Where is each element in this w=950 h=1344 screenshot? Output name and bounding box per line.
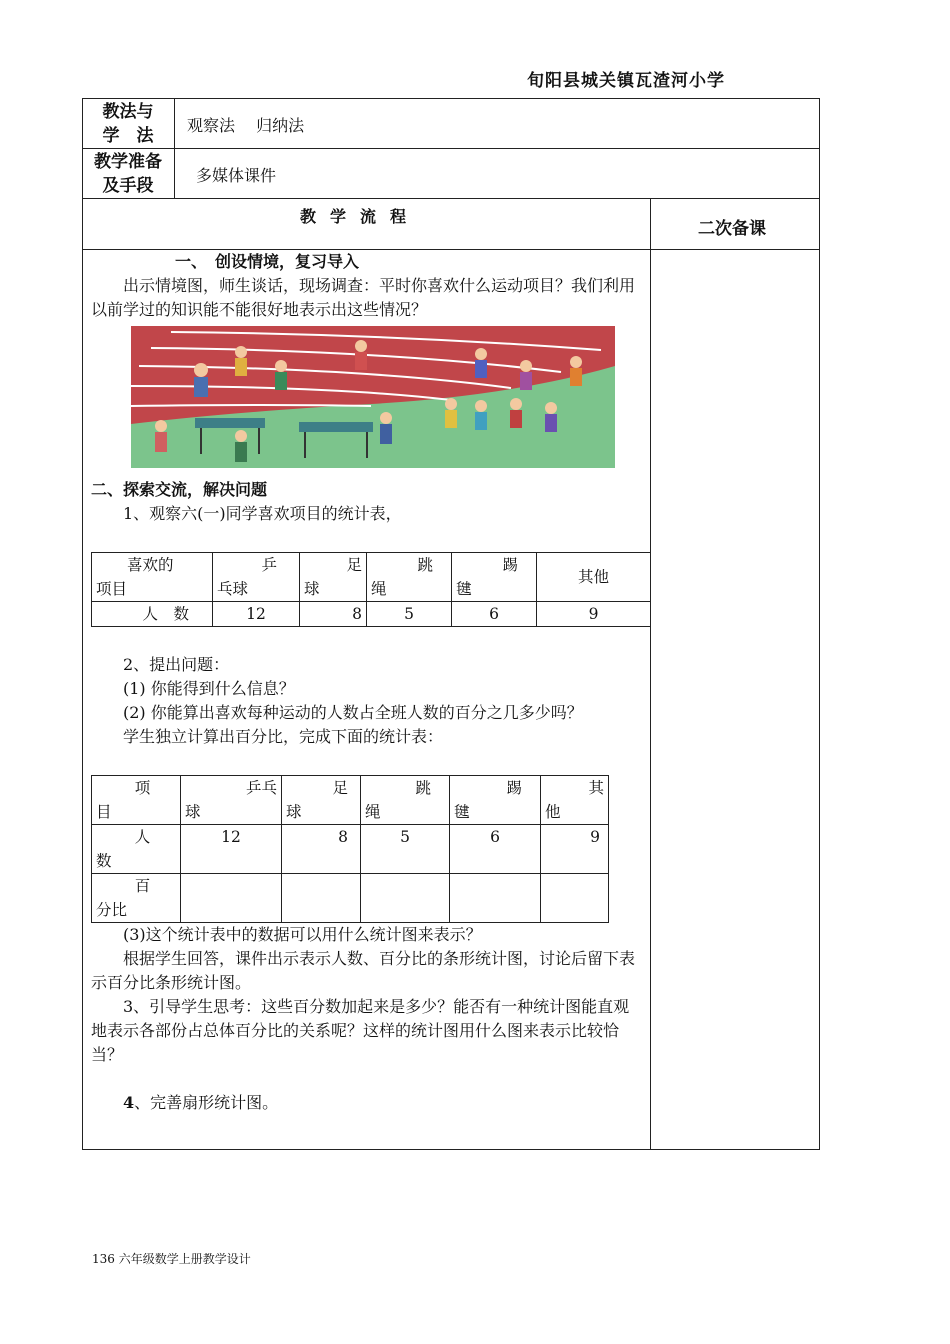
book-title: 六年级数学上册教学设计 (118, 1252, 251, 1266)
question-2: (2) 你能算出喜欢每种运动的人数占全班人数的百分之几多少吗？ (123, 703, 583, 722)
table-row: 人 数 12 8 5 6 9 (92, 825, 609, 874)
rule-row2 (82, 198, 820, 199)
method-label: 教法与 学 法 (102, 102, 154, 146)
second-prep-title: 二次备课 (698, 219, 766, 239)
question-1: (1) 你能得到什么信息？ (123, 679, 295, 698)
rule-label-col (174, 98, 175, 198)
table-row: 百 分比 (92, 874, 609, 923)
question-3: (3)这个统计表中的数据可以用什么统计图来表示？ (123, 925, 482, 944)
task: 学生独立计算出百分比，完成下面的统计表： (123, 727, 444, 746)
step4: 4、完善扇形统计图。 (123, 1093, 279, 1112)
prep-value: 多媒体课件 (196, 166, 277, 185)
table-row: 项 目 乒乓 球 足 球 跳 绳 踢 毽 其 他 (92, 776, 609, 825)
sports-scene-illustration (131, 326, 615, 468)
page-footer (92, 1250, 251, 1267)
method-value: 观察法 归纳法 (187, 116, 305, 135)
step3: 3、引导学生思考：这些百分数加起来是多少？能否有一种统计图能直观地表示各部份占总体百分比的关系呢？这样的统计图用什么图来表示比较恰当？ (91, 997, 630, 1064)
step2: 2、提出问题： (123, 655, 230, 674)
rule-second-col (650, 198, 651, 1150)
discussion: 根据学生回答，课件出示表示人数、百分比的条形统计图，讨论后留下表示百分比条形统计图。 (91, 949, 636, 992)
table-row: 人 数 12 8 5 6 9 (92, 602, 651, 627)
flow-title: 教学流程 (300, 207, 421, 226)
section1-heading: 一、 创设情境，复习导入 (175, 252, 360, 271)
page-number: 136 (92, 1252, 115, 1266)
table-likes (91, 552, 651, 627)
school-name: 旬阳县城关镇瓦渣河小学 (527, 71, 725, 91)
step1: 1、观察六(一)同学喜欢项目的统计表， (123, 504, 402, 523)
prep-label: 教学准备 及手段 (94, 152, 162, 196)
table-percent (91, 775, 609, 923)
table-row: 喜欢的 项目 乒 乓球 足 球 跳 绳 踢 毽 其他 (92, 553, 651, 602)
rule-row1 (82, 148, 820, 149)
section2-heading: 二、探索交流，解决问题 (91, 480, 268, 499)
flow-content (91, 250, 643, 1115)
section1-para: 出示情境图，师生谈话，现场调查：平时你喜欢什么运动项目？我们利用以前学过的知识能不能很好地表示出这些情况？ (91, 276, 636, 319)
